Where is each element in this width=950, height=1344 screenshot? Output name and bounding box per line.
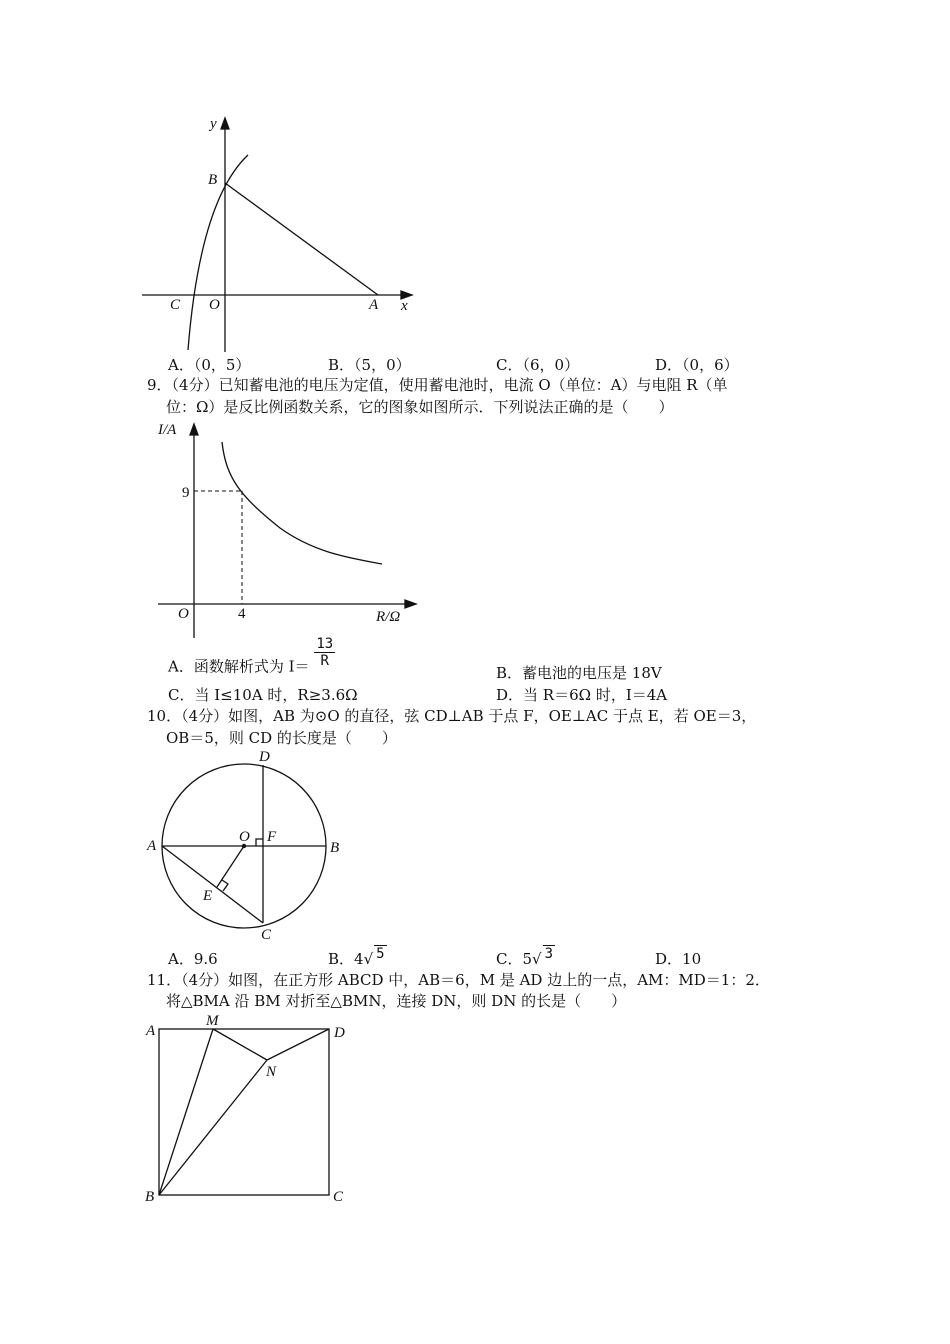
label-f: F bbox=[267, 829, 277, 845]
label-m: M bbox=[206, 1013, 219, 1029]
q9-question-line1: 9．（4分）已知蓄电池的电压为定值，使用蓄电池时，电流 O（单位：A）与电阻 R（单 bbox=[147, 376, 728, 394]
label-c: C bbox=[261, 927, 272, 943]
label-o: O bbox=[239, 829, 250, 845]
q9-option-b: B．蓄电池的电压是 18V bbox=[496, 664, 662, 682]
segment-bm bbox=[159, 1029, 213, 1195]
label-b: B bbox=[330, 840, 340, 856]
label-o: O bbox=[178, 606, 189, 622]
label-d: D bbox=[334, 1025, 345, 1041]
label-b: B bbox=[208, 172, 218, 188]
square-abcd bbox=[159, 1029, 329, 1195]
y-axis-arrow bbox=[221, 118, 229, 129]
q10-figure bbox=[140, 745, 360, 945]
segment-mn bbox=[213, 1029, 267, 1060]
label-o: O bbox=[209, 297, 220, 313]
label-d: D bbox=[259, 749, 270, 765]
q10-option-a: A．9.6 bbox=[168, 950, 218, 968]
segment-ab bbox=[225, 183, 378, 295]
label-n: N bbox=[266, 1064, 277, 1080]
i-axis-arrow bbox=[190, 424, 198, 435]
label-c: C bbox=[170, 297, 181, 313]
q9-option-a-text: A．函数解析式为 I＝ bbox=[168, 657, 310, 676]
q8-option-c: C．（6，0） bbox=[496, 356, 580, 374]
q11-question-line2: 将△BMA 沿 BM 对折至△BMN，连接 DN，则 DN 的长是（ ） bbox=[166, 992, 627, 1010]
label-a: A bbox=[146, 1023, 156, 1039]
fraction-denominator: R bbox=[320, 653, 329, 669]
hyperbola-curve bbox=[222, 442, 382, 564]
q10-option-b-radicand: 5 bbox=[376, 946, 385, 962]
segment-oe bbox=[217, 846, 244, 887]
q9-figure bbox=[150, 418, 420, 643]
segment-bn bbox=[159, 1060, 267, 1195]
chord-ac bbox=[162, 846, 263, 923]
q10-option-c: C．5√ 3 bbox=[496, 946, 554, 968]
q10-option-c-text: C．5 bbox=[496, 950, 533, 968]
label-b: B bbox=[145, 1189, 155, 1205]
q9-option-c: C．当 I≤10A 时，R≥3.6Ω bbox=[168, 686, 358, 704]
q11-question-line1: 11．（4分）如图，在正方形 ABCD 中，AB＝6，M 是 AD 边上的一点，AM：MD＝1：2． bbox=[147, 971, 770, 989]
q8-option-b: B．（5，0） bbox=[328, 356, 411, 374]
label-y: y bbox=[210, 116, 217, 132]
label-c: C bbox=[333, 1189, 344, 1205]
right-angle-e bbox=[222, 880, 228, 891]
label-x: x bbox=[401, 298, 408, 314]
q10-option-d: D．10 bbox=[655, 950, 702, 968]
q10-question-line1: 10．（4分）如图，AB 为⊙O 的直径，弦 CD⊥AB 于点 F，OE⊥AC 于点 E，若 OE＝3， bbox=[147, 707, 757, 725]
r-axis-arrow bbox=[405, 600, 416, 608]
label-e: E bbox=[203, 888, 213, 904]
label-a: A bbox=[147, 838, 157, 854]
circle-arc bbox=[188, 155, 248, 350]
q10-question-line2: OB＝5，则 CD 的长度是（ ） bbox=[166, 729, 397, 747]
q10-option-b: B．4√ 5 bbox=[328, 946, 385, 968]
q10-option-c-radicand: 3 bbox=[544, 946, 554, 962]
q9-option-a-fraction bbox=[314, 636, 335, 669]
q10-option-b-text: B．4 bbox=[328, 950, 364, 968]
q8-option-a: A．（0，5） bbox=[168, 356, 251, 374]
label-nine: 9 bbox=[182, 485, 190, 501]
right-angle-f bbox=[256, 839, 263, 846]
q8-option-d: D．（0，6） bbox=[655, 356, 739, 374]
label-r-ohm: R/Ω bbox=[376, 609, 401, 625]
label-four: 4 bbox=[238, 606, 246, 622]
q9-question-line2: 位：Ω）是反比例函数关系，它的图象如图所示．下列说法正确的是（ ） bbox=[166, 398, 674, 416]
q11-figure bbox=[140, 1010, 360, 1210]
q9-option-d: D．当 R＝6Ω 时，I＝4A bbox=[496, 686, 668, 704]
q9-option-a bbox=[168, 636, 335, 683]
q8-figure bbox=[130, 110, 430, 360]
label-ia: I/A bbox=[158, 422, 177, 438]
fraction-numerator: 13 bbox=[316, 636, 334, 652]
segment-dn bbox=[267, 1029, 329, 1060]
label-a: A bbox=[369, 297, 379, 313]
